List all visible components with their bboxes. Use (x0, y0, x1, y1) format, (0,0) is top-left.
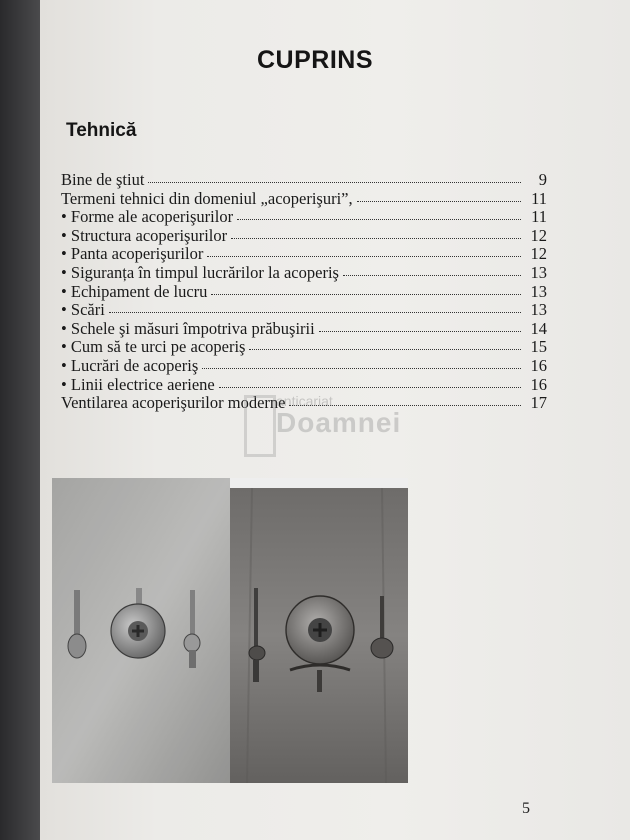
toc-leader-dots (202, 368, 521, 369)
toc-entry-label: • Structura acoperişurilor (61, 225, 228, 245)
toc-leader-dots (109, 312, 521, 313)
toc-entry-label: Bine de ştiut (61, 170, 145, 189)
watermark-logo (244, 395, 276, 457)
toc-entry (61, 189, 547, 208)
toc-entry-label: • Lucrări de acoperiş (61, 355, 199, 375)
toc-entry-label: • Siguranța în timpul lucrărilor la acoperiş (61, 262, 339, 282)
toc-entry-page: 13 (530, 300, 547, 320)
toc-entry-page: 14 (530, 318, 547, 338)
toc-entry-page: 15 (530, 337, 547, 357)
toc-entry-page: 11 (531, 188, 547, 208)
toc-entry-label: • Forme ale acoperişurilor (61, 207, 234, 227)
toc-entry (61, 244, 547, 263)
toc-leader-dots (231, 238, 521, 239)
toc-leader-dots (343, 275, 521, 276)
toc-entry-label: Ventilarea acoperişurilor moderne (61, 393, 286, 413)
toc-entry-label: • Linii electrice aeriene (61, 374, 215, 394)
toc-entry-page: 16 (530, 355, 547, 375)
toc-entry-page: 12 (530, 225, 547, 245)
toc-entry (61, 207, 547, 226)
watermark (244, 393, 424, 453)
toc-entry-page: 9 (538, 170, 547, 189)
toc-entry (61, 375, 547, 394)
toc-entry-page: 13 (530, 281, 547, 301)
toc-entry (61, 337, 547, 356)
page-title: CUPRINS (256, 46, 373, 74)
toc-entry-label: Termeni tehnici din domeniul „acoperişuri”, (61, 188, 353, 208)
watermark-line1: anticariat (276, 393, 333, 409)
toc-entry-page: 16 (530, 374, 547, 394)
toc-leader-dots (357, 201, 521, 202)
toc-entry-label: • Echipament de lucru (61, 281, 208, 301)
screws-photo-illustration (52, 478, 408, 783)
toc-entry-page: 12 (530, 244, 547, 264)
section-heading: Tehnică (66, 120, 137, 141)
toc-leader-dots (249, 349, 521, 350)
toc-entry (61, 170, 547, 189)
toc-entry (61, 356, 547, 375)
toc-leader-dots (319, 331, 521, 332)
page-number: 5 (522, 800, 530, 817)
toc-leader-dots (148, 182, 521, 183)
screws-photo (52, 478, 408, 783)
toc-entry (61, 282, 547, 301)
toc-entry (61, 263, 547, 282)
toc-entry-label: • Scări (61, 300, 105, 320)
table-of-contents (61, 170, 547, 412)
toc-leader-dots (207, 256, 521, 257)
toc-entry (61, 300, 547, 319)
toc-leader-dots (211, 294, 521, 295)
book-spine-shadow (0, 0, 40, 840)
watermark-line2: Doamnei (276, 407, 402, 438)
toc-entry-page: 13 (530, 262, 547, 282)
toc-entry-page: 17 (530, 393, 547, 413)
toc-leader-dots (219, 387, 521, 388)
toc-entry (61, 319, 547, 338)
toc-entry-label: • Panta acoperişurilor (61, 244, 204, 264)
toc-entry-page: 11 (531, 207, 547, 227)
toc-entry-label: • Schele şi măsuri împotriva prăbuşirii (61, 318, 315, 338)
toc-entry (61, 226, 547, 245)
toc-leader-dots (237, 219, 521, 220)
toc-entry-label: • Cum să te urci pe acoperiş (61, 337, 246, 357)
